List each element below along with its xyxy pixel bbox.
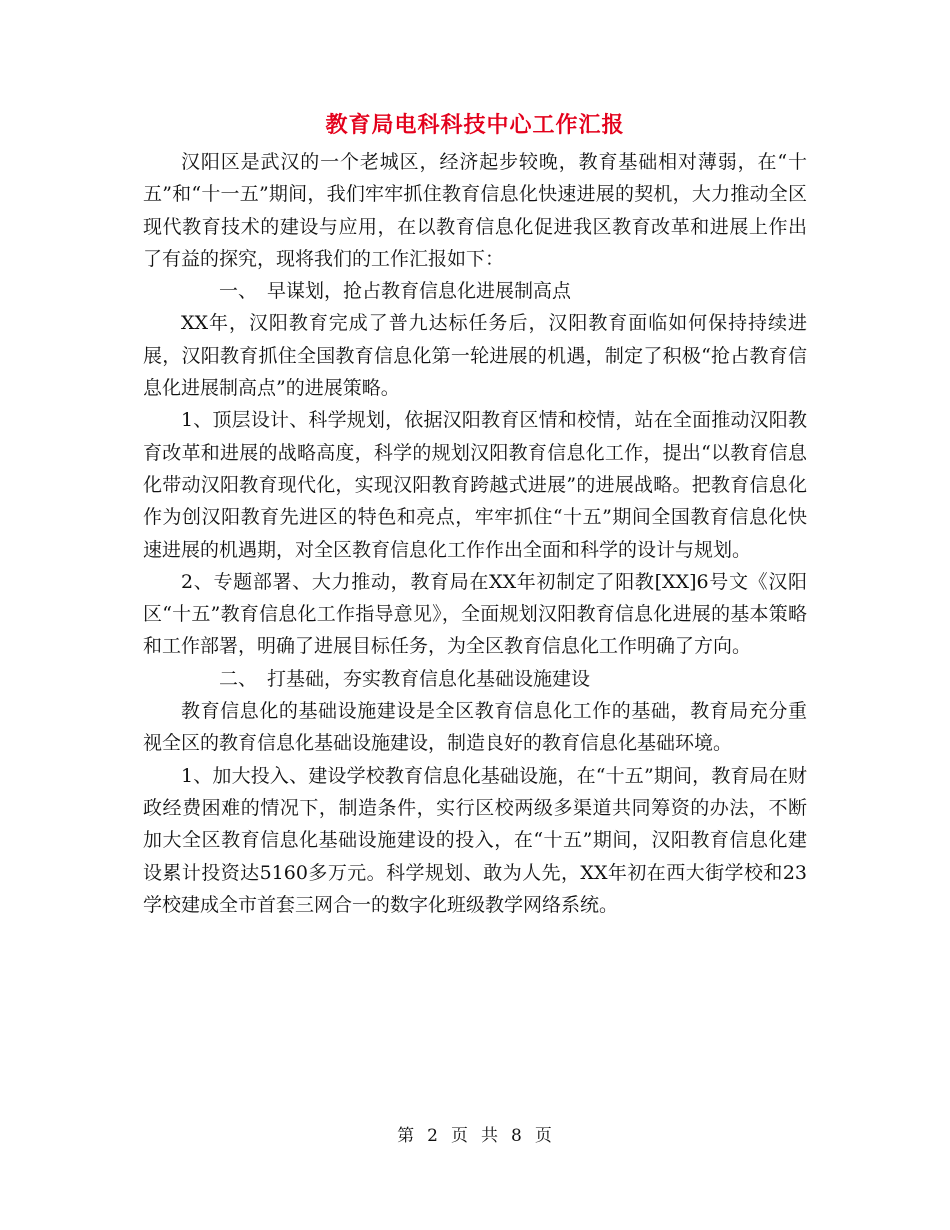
section-1-point-2-paragraph: 2、专题部署、大力推动，教育局在XX年初制定了阳教[XX]6号文《汉阳区“十五”教育信息化工作指导意见》，全面规划汉阳教育信息化进展的基本策略和工作部署，明确了进展目标任务，为全区教育信息化工作明确了方向。 bbox=[143, 570, 807, 658]
footer-page-word: 页 bbox=[451, 1126, 469, 1146]
section-1-intro-paragraph: XX年，汉阳教育完成了普九达标任务后，汉阳教育面临如何保持持续进展，汉阳教育抓住全国教育信息化第一轮进展的机遇，制定了积极“抢占教育信息化进展制高点”的进展策略。 bbox=[143, 312, 807, 400]
intro-paragraph: 汉阳区是武汉的一个老城区，经济起步较晚，教育基础相对薄弱，在“十五”和“十一五”期间，我们牢牢抓住教育信息化快速进展的契机，大力推动全区现代教育技术的建设与应用，在以教育信息化促进我区教育改革和进展上作出了有益的探究，现将我们的工作汇报如下： bbox=[143, 151, 807, 270]
footer-current-page: 2 bbox=[427, 1126, 439, 1146]
section-number-2: 二、 bbox=[219, 667, 258, 690]
footer-suffix: 页 bbox=[534, 1126, 553, 1146]
page-footer bbox=[0, 1124, 950, 1148]
footer-prefix: 第 bbox=[397, 1126, 416, 1146]
document-title: 教育局电科科技中心工作汇报 bbox=[325, 113, 625, 138]
section-title-1: 早谋划，抢占教育信息化进展制高点 bbox=[267, 280, 572, 303]
footer-total-pages: 8 bbox=[511, 1126, 523, 1146]
section-2-point-1-paragraph: 1、加大投入、建设学校教育信息化基础设施，在“十五”期间，教育局在财政经费困难的情况下，制造条件，实行区校两级多渠道共同筹资的办法，不断加大全区教育信息化基础设施建设的投入，在“十五”期间，汉阳教育信息化建设累计投资达5160多万元。科学规划、敢为人先，XX年初在西大街学校和23学校建成全市首套三网合一的数字化班级教学网络系统。 bbox=[143, 764, 807, 916]
document-body bbox=[143, 146, 807, 921]
section-heading-2 bbox=[143, 663, 807, 695]
section-2-intro-paragraph: 教育信息化的基础设施建设是全区教育信息化工作的基础，教育局充分重视全区的教育信息化基础设施建设，制造良好的教育信息化基础环境。 bbox=[143, 700, 807, 755]
section-1-point-1-paragraph: 1、顶层设计、科学规划，依据汉阳教育区情和校情，站在全面推动汉阳教育改革和进展的战略高度，科学的规划汉阳教育信息化工作，提出“以教育信息化带动汉阳教育现代化，实现汉阳教育跨越式进展”的进展战略。把教育信息化作为创汉阳教育先进区的特色和亮点，牢牢抓住“十五”期间全国教育信息化快速进展的机遇期，对全区教育信息化工作作出全面和科学的设计与规划。 bbox=[143, 409, 807, 561]
section-title-2: 打基础，夯实教育信息化基础设施建设 bbox=[267, 667, 591, 690]
section-heading-1 bbox=[143, 275, 807, 307]
section-number-1: 一、 bbox=[219, 280, 258, 303]
footer-total-label: 共 bbox=[481, 1126, 499, 1146]
